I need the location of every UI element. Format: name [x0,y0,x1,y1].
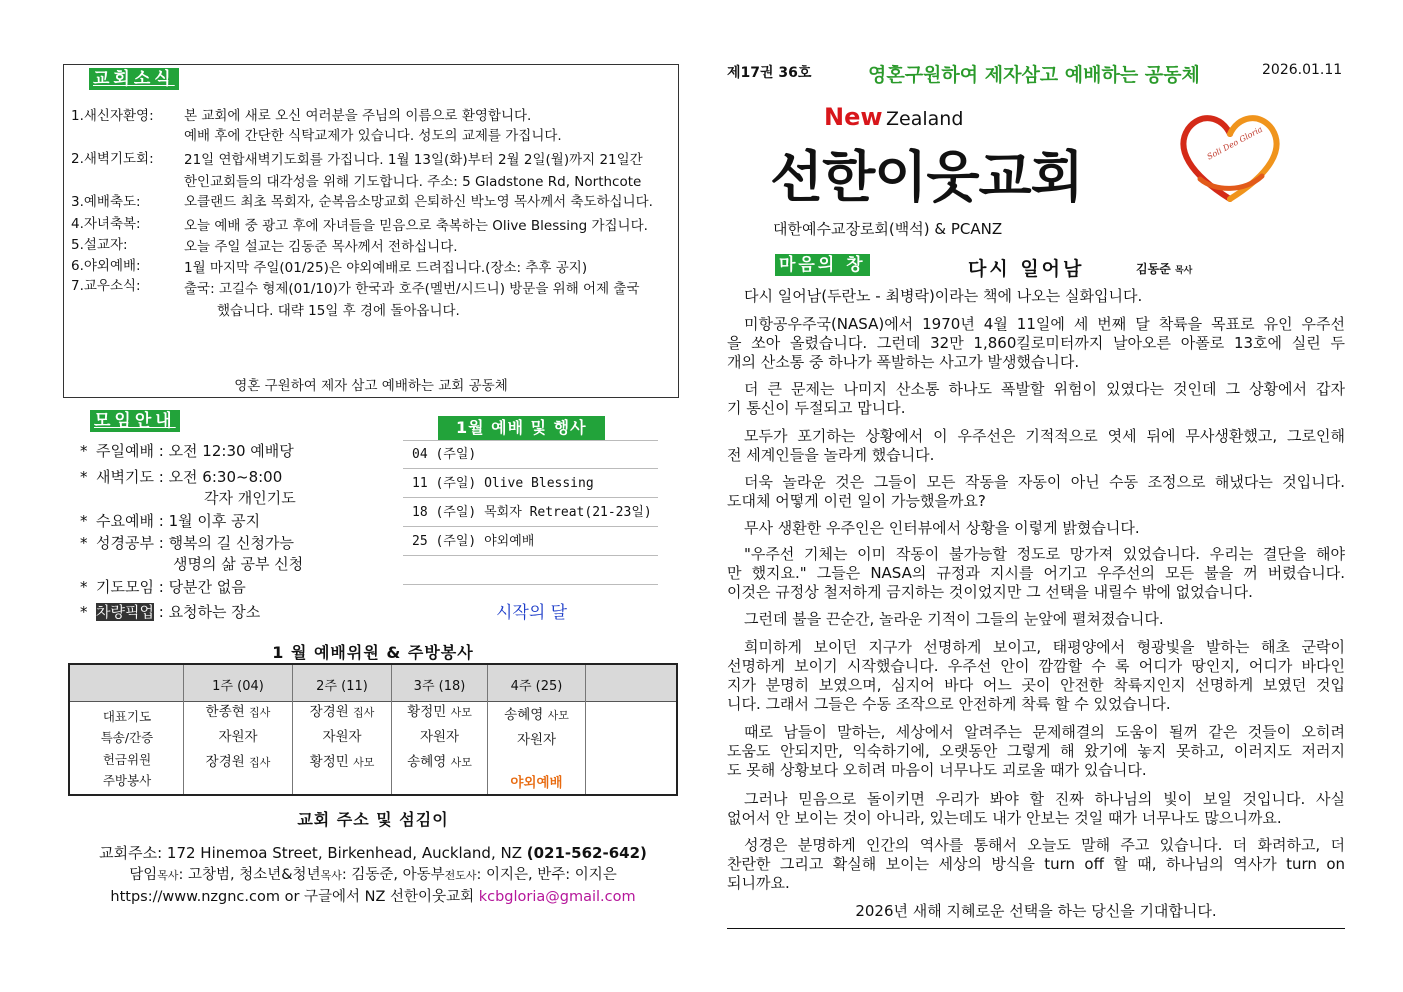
staff-line: 담임목사: 고창범, 청소년&청년목사: 김동준, 아동부전도사: 이지은, 반주: 이지은 [129,867,617,883]
meeting-item: * 새벽기도 : 오전 6:30~8:00 [80,468,283,486]
duty-cell: 자원자 [322,729,362,745]
duty-week-header: 1주 (04) [212,679,264,694]
duty-role: 특송/간증 [100,730,154,745]
duty-role: 헌금위원 [102,752,152,767]
masthead-new: New [824,103,883,131]
duty-title: 1 월 예배위원 & 주방봉사 [272,643,474,662]
column-badge: 마음의 창 [775,254,870,276]
sermon-paragraph: 다시 일어남(두란노 - 최병락)이라는 책에 나오는 실화입니다. [744,287,1143,305]
meetings-title: 모임안내 [90,410,180,432]
web-line [68,885,678,906]
sermon-paragraph: 그런데 불을 끈순간, 놀라운 기적이 그들의 눈앞에 펼쳐졌습니다. [744,610,1164,628]
meeting-item: * 주일예배 : 오전 12:30 예배당 [80,442,294,460]
volume-number: 제17권 36호 [727,65,812,81]
news-line: 1월 마지막 주일(01/25)은 야외예배로 드려집니다.(장소: 추후 공지) [184,260,588,276]
church-motto: 영혼구원하여 제자삼고 예배하는 공동체 [868,64,1200,86]
duty-cell: 자원자 [516,732,557,748]
sermon-paragraph: 무사 생환한 우주인은 인터뷰에서 상황을 이렇게 밝혔습니다. [744,519,1140,537]
duty-cell: 송혜영 사모 [504,707,569,723]
event-item: 25 (주일) 야외예배 [403,528,658,556]
sermon-title: 다시 일어남 [968,258,1085,280]
duty-table [68,663,678,796]
meeting-label: 새벽기도 [96,468,154,486]
events-title: 1월 예배 및 행사 [438,416,605,440]
sermon-paragraph: 성경은 분명하게 인간의 역사를 통해서 오늘도 말해 주고 있습니다. 더 화려하고, 더 찬란한 그리고 확실해 보이는 세상의 방식을 turn off 할 때, 하나님의 역사가 turn on 되니까요. [727,836,1345,892]
news-line: 오늘 주일 설교는 김동준 목사께서 전하십니다. [184,239,458,255]
svg-text:Soli Deo Gloria: Soli Deo Gloria [1205,124,1265,162]
news-line: 본 교회에 새로 오신 여러분을 주님의 이름으로 환영합니다. [184,108,532,124]
news-label: 5.설교자: [71,237,128,253]
news-label: 3.예배축도: [71,194,141,210]
news-label: 7.교우소식: [71,278,141,294]
meeting-item: * 기도모임 : 당분간 없음 [80,578,246,596]
news-line: 21일 연합새벽기도회를 가집니다. 1월 13일(화)부터 2월 2일(월)까지 21일간 [184,152,643,168]
bottom-rule [727,928,1345,929]
sermon-paragraph: 모두가 포기하는 상황에서 이 우주선은 기적적으로 엿세 뒤에 무사생환했고, 그로인해 전 세계인들을 놀라게 했습니다. [727,427,1345,464]
phone-number: (021-562-642) [526,844,647,862]
event-item: 11 (주일) Olive Blessing [403,470,658,498]
news-label: 6.야외예배: [71,258,141,274]
duty-week-header: 4주 (25) [510,679,563,694]
meeting-value: 행복의 길 신청가능 [168,534,295,552]
duty-cell: 자원자 [419,729,460,745]
meeting-value: 요청하는 장소 [168,603,261,621]
duty-cell: 송혜영 사모 [407,754,472,770]
meeting-label: 주일예배 [96,442,154,460]
website-link[interactable]: https://www.nzgnc.com or 구글에서 NZ 선한이웃교회 [110,889,475,905]
church-news-title: 교회소식 [89,68,179,90]
news-line: 했습니다. 대략 15일 후 경에 돌아옵니다. [217,303,460,319]
sermon-author: 김동준 목사 [1136,262,1193,276]
news-line: 오클랜드 최초 목회자, 순복음소망교회 은퇴하신 박노영 목사께서 축도하십니다. [184,194,653,210]
duty-outdoor-note: 야외예배 [510,775,563,791]
news-line: 출국: 고길수 형제(01/10)가 한국과 호주(멜번/시드니) 방문을 위해 어제 출국 [184,281,640,297]
news-label: 1.새신자환영: [71,108,154,124]
meeting-label: 수요예배 [96,512,154,530]
meeting-extra: 생명의 삶 공부 신청 [173,555,304,573]
duty-week-header: 2주 (11) [316,679,368,694]
meeting-extra: 각자 개인기도 [204,489,296,507]
event-item: 04 (주일) [403,441,658,469]
church-name: 선한이웃교회 [770,145,1083,209]
address-title: 교회 주소 및 섬김이 [297,810,449,829]
meeting-label: 차량픽업 [96,603,154,621]
news-line: 한인교회들의 대각성을 위해 기도합니다. 주소: 5 Gladstone Rd, Northcote [184,174,642,190]
sermon-paragraph: 더욱 놀라운 것은 그들이 모든 작동을 자동이 아닌 수동 조정으로 해냈다는 것입니다. 도대체 어떻게 이런 일이 가능했을까요? [727,473,1345,510]
duty-role: 주방봉사 [102,773,152,788]
meeting-label: 기도모임 [96,578,154,596]
news-line: 오늘 예배 중 광고 후에 자녀들을 믿음으로 축복하는 Olive Blessing 가집니다. [184,218,648,234]
duty-cell: 황정민 사모 [407,704,472,720]
news-label: 2.새벽기도회: [71,151,154,167]
event-item: 18 (주일) 목회자 Retreat(21-23일) [403,499,658,527]
address-line: 교회주소: 172 Hinemoa Street, Birkenhead, Auckland, NZ (021-562-642) [99,844,647,862]
meeting-item: * 차량픽업 : 요청하는 장소 [80,603,261,621]
denomination: 대한예수교장로회(백석) & PCANZ [773,220,1003,238]
meeting-value: 오전 6:30~8:00 [168,468,283,486]
masthead-zealand: Zealand [886,108,964,130]
heart-hands-logo [1170,104,1290,204]
news-footer: 영혼 구원하여 제자 삼고 예배하는 교회 공동체 [234,378,508,394]
sermon-paragraph: 희미하게 보이던 지구가 선명하게 보이고, 태평양에서 형광빛을 발하는 해초 군락이 선명하게 보이기 시작했습니다. 우주선 안이 깜깜할 수 록 어디가 땅인지, 어디가 바다인 지가 분명히 보였으며, 심지어 바다 어느 곳이 안전한 착륙지인지 선명하게 보였던 것입 니다. 그래서 그들은 수동 조작으로 안전하게 착륙 할 수 있었습니다. [727,638,1345,713]
duty-cell: 장경원 집사 [309,704,375,720]
meeting-item: * 성경공부 : 행복의 길 신청가능 [80,534,295,552]
sermon-paragraph: 때로 남들이 말하는, 세상에서 알려주는 문제해결의 도움이 될꺼 같은 것들이 오히려 도움도 안되지만, 익숙하기에, 오랫동안 그렇게 해 왔기에 놓지 못하고, 이러지도 저러지 도 못해 상황보다 오히려 마음이 너무나도 괴로울 때가 있습니다. [727,723,1345,779]
email-link[interactable]: kcbgloria@gmail.com [478,889,636,905]
news-line: 예배 후에 간단한 식탁교제가 있습니다. 성도의 교제를 가집니다. [184,128,562,144]
meeting-value: 오전 12:30 예배당 [168,442,294,460]
sermon-closing: 2026년 새해 지혜로운 선택을 하는 당신을 기대합니다. [855,902,1217,920]
event-item-empty [403,557,658,585]
news-label: 4.자녀축복: [71,216,141,232]
duty-cell: 황정민 사모 [309,754,375,770]
sermon-paragraph: 더 큰 문제는 나미지 산소통 하나도 폭발할 위험이 있였다는 것인데 그 상황에서 갑자 기 통신이 두절되고 맙니다. [727,380,1345,417]
duty-week-header: 3주 (18) [413,679,466,694]
duty-cell: 한종현 집사 [205,704,271,720]
meeting-label: 성경공부 [96,534,154,552]
meeting-value: 당분간 없음 [168,578,246,596]
meeting-value: 1월 이후 공지 [168,512,261,530]
duty-cell: 자원자 [218,729,258,745]
duty-cell: 장경원 집사 [205,754,271,770]
sermon-paragraph: 그러나 믿음으로 돌이키면 우리가 봐야 할 진짜 하나님의 빛이 보일 것입니다. 사실 없어서 안 보이는 것이 아니라, 있는데도 내가 안보는 것일 때가 너무나도 많으니까요. [727,790,1345,827]
month-theme: 시작의 달 [496,603,568,623]
issue-date: 2026.01.11 [1262,62,1343,78]
meeting-item: * 수요예배 : 1월 이후 공지 [80,512,261,530]
sermon-paragraph: "우주선 기체는 이미 작동이 불가능할 정도로 망가져 있었습니다. 우리는 결단을 해야 만 했지요." 그들은 NASA의 규정과 지시를 어기고 우주선의 모든 불을 꺼 버렸습니다. 이것은 규정상 철저하게 금지하는 것이었지만 그 선택을 내릴수 밖에 없었습니다. [727,545,1345,601]
duty-role: 대표기도 [102,709,152,724]
sermon-paragraph: 미항공우주국(NASA)에서 1970년 4월 11일에 세 번째 달 착륙을 목표로 유인 우주선 을 쏘아 올렸습니다. 그런데 32만 1,860킬로미터까지 날아오른 아폴로 13호에 실린 두 개의 산소통 중 하나가 폭발하는 사고가 발생했습니다. [727,315,1345,371]
